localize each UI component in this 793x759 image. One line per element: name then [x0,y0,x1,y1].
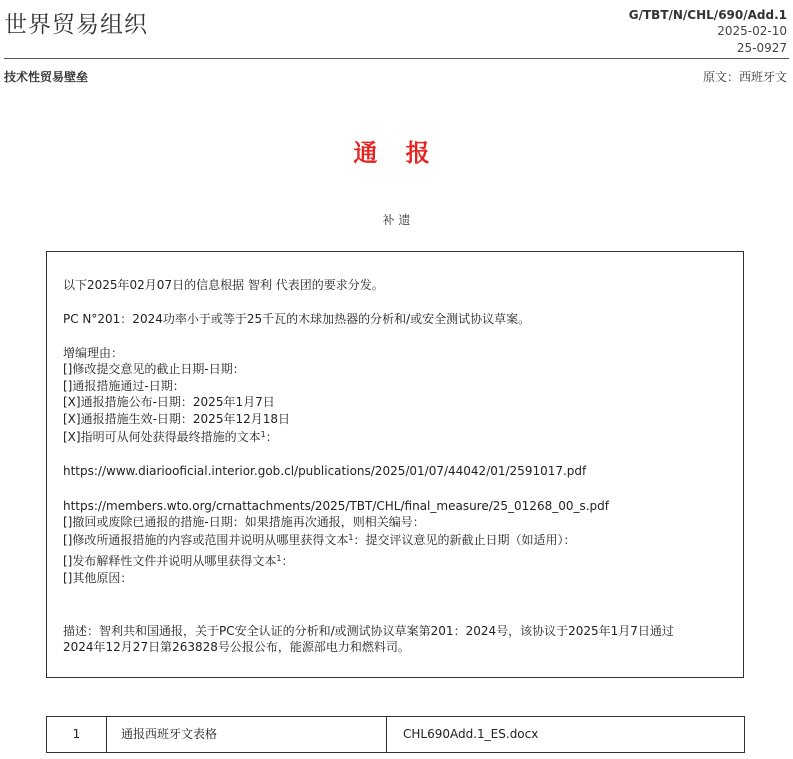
original-language: 原文：西班牙文 [702,70,787,84]
reason-interpretive-label: []发布解释性文件并说明从哪里获得文本 [63,554,277,568]
attachment-table [46,716,745,753]
attachment-file-link[interactable]: CHL690Add.1_ES.docx [403,727,539,741]
final-text-link-1[interactable]: https://www.diariooficial.interior.gob.cl/publications/2025/01/07/44042/01/2591017.pdf [63,464,587,478]
organization-title: 世界贸易组织 [4,12,148,38]
reason-comment-deadline: []修改提交意见的截止日期-日期： [63,362,245,376]
reason-published: [X]通报措施公布-日期：2025年1月7日 [63,395,275,409]
reason-entry-into-force: [X]通报措施生效-日期：2025年12月18日 [63,412,290,426]
footnote-mark: 1 [276,554,282,563]
reason-interpretive [63,553,293,569]
attachment-description: 通报西班牙文表格 [106,717,387,752]
description-line-1: 描述：智利共和国通报，关于PC安全认证的分析和/或测试协议草案第201：2024号，该协议于2025年1月7日通过 [63,624,674,638]
footnote-mark: 1 [348,533,354,542]
reason-modified [63,532,575,548]
reason-adopted: []通报措施通过-日期： [63,379,185,393]
measure-title: PC N°201：2024功率小于或等于25千瓦的木球加热器的分析和/或安全测试协议草案。 [63,312,531,326]
reason-modified-label: []修改所通报措施的内容或范围并说明从哪里获得文本 [63,533,349,547]
reason-heading: 增编理由： [63,346,124,360]
header-divider [4,58,789,59]
reason-final-text-label: [X]指明可从何处获得最终措施的文本 [63,430,261,444]
footnote-mark: 1 [260,430,266,439]
intro-text: 以下2025年02月07日的信息根据 智利 代表团的要求分发。 [63,278,384,292]
reason-withdrawn: []撤回或废除已通报的措施-日期：如果措施再次通报，则相关编号： [63,515,425,529]
document-date: 2025-02-10 [717,24,787,38]
final-text-link-2[interactable]: https://members.wto.org/crnattachments/2025/TBT/CHL/final_measure/25_01268_00_s.pdf [63,499,610,513]
reason-interpretive-tail: ： [281,554,294,568]
document-symbol: G/TBT/N/CHL/690/Add.1 [628,8,787,22]
description-line-2: 2024年12月27日第263828号公报公布，能源部电力和燃料司。 [63,640,410,654]
reason-final-text [63,429,278,445]
reason-modified-tail: ：提交评议意见的新截止日期（如适用）： [353,533,576,547]
reason-other: []其他原因： [63,571,133,585]
committee-label: 技术性贸易壁垒 [4,70,89,84]
reason-final-text-tail: ： [265,430,278,444]
document-number: 25-0927 [736,41,787,55]
addendum-label: 补 遗 [382,213,411,227]
notification-title: 通 报 [353,139,440,167]
attachment-number: 1 [47,717,107,752]
